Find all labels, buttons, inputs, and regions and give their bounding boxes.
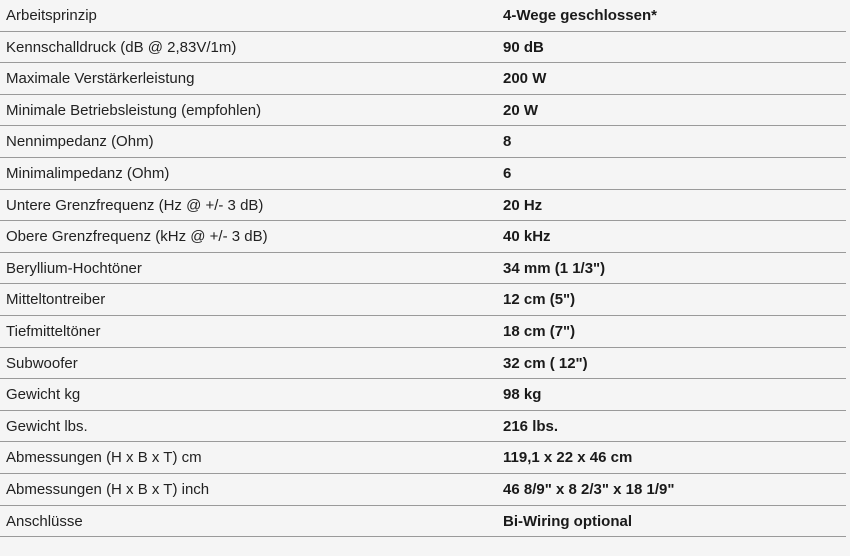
- spec-label: Subwoofer: [6, 354, 78, 372]
- spec-label: Minimalimpedanz (Ohm): [6, 164, 170, 182]
- spec-value: 6: [503, 164, 512, 182]
- spec-row-abmessungen-cm: [0, 442, 846, 474]
- spec-value: Bi-Wiring optional: [503, 512, 633, 530]
- spec-value: 200 W: [503, 70, 547, 88]
- spec-label: Kennschalldruck (dB @ 2,83V/1m): [6, 38, 237, 56]
- spec-row-gewicht-lbs: [0, 411, 846, 443]
- spec-label: Anschlüsse: [6, 512, 83, 530]
- spec-label: Tiefmitteltöner: [6, 322, 101, 340]
- spec-row-tiefmitteltoener: [0, 316, 846, 348]
- spec-row-minimalimpedanz: [0, 158, 846, 190]
- spec-row-hochtoener: [0, 253, 846, 285]
- spec-value: 34 mm (1 1/3"): [503, 259, 606, 277]
- spec-value: 119,1 x 22 x 46 cm: [503, 449, 633, 467]
- spec-value: 216 lbs.: [503, 417, 559, 435]
- spec-row-untere-grenzfrequenz: [0, 190, 846, 222]
- spec-label: Abmessungen (H x B x T) cm: [6, 449, 202, 467]
- spec-row-gewicht-kg: [0, 379, 846, 411]
- spec-value: 4-Wege geschlossen*: [503, 7, 657, 24]
- spec-label: Arbeitsprinzip: [6, 7, 97, 24]
- spec-value: 40 kHz: [503, 228, 551, 246]
- spec-label: Obere Grenzfrequenz (kHz @ +/- 3 dB): [6, 228, 268, 246]
- spec-value: 20 W: [503, 101, 539, 119]
- spec-value: 46 8/9" x 8 2/3" x 18 1/9": [503, 480, 675, 498]
- spec-value: 8: [503, 133, 512, 151]
- spec-row-anschluesse: [0, 506, 846, 538]
- spec-value: 12 cm (5"): [503, 291, 576, 309]
- spec-row-arbeitsprinzip: [0, 0, 846, 32]
- spec-row-obere-grenzfrequenz: [0, 221, 846, 253]
- spec-label: Minimale Betriebsleistung (empfohlen): [6, 101, 262, 119]
- spec-value: 20 Hz: [503, 196, 543, 214]
- spec-row-mitteltontreiber: [0, 284, 846, 316]
- spec-label: Nennimpedanz (Ohm): [6, 133, 154, 151]
- spec-label: Untere Grenzfrequenz (Hz @ +/- 3 dB): [6, 196, 264, 214]
- spec-label: Maximale Verstärkerleistung: [6, 70, 195, 88]
- spec-value: 90 dB: [503, 38, 544, 56]
- spec-row-nennimpedanz: [0, 126, 846, 158]
- spec-label: Abmessungen (H x B x T) inch: [6, 480, 210, 498]
- spec-row-kennschalldruck: [0, 32, 846, 64]
- spec-label: Gewicht lbs.: [6, 417, 88, 435]
- spec-label: Gewicht kg: [6, 386, 81, 404]
- spec-row-subwoofer: [0, 348, 846, 380]
- spec-row-min-betriebsleistung: [0, 95, 846, 127]
- spec-value: 18 cm (7"): [503, 322, 576, 340]
- spec-label: Beryllium-Hochtöner: [6, 259, 142, 277]
- spec-value: 98 kg: [503, 386, 542, 404]
- spec-row-max-verstaerkerleistung: [0, 63, 846, 95]
- spec-label: Mitteltontreiber: [6, 291, 106, 309]
- spec-row-abmessungen-inch: [0, 474, 846, 506]
- spec-value: 32 cm ( 12"): [503, 354, 588, 372]
